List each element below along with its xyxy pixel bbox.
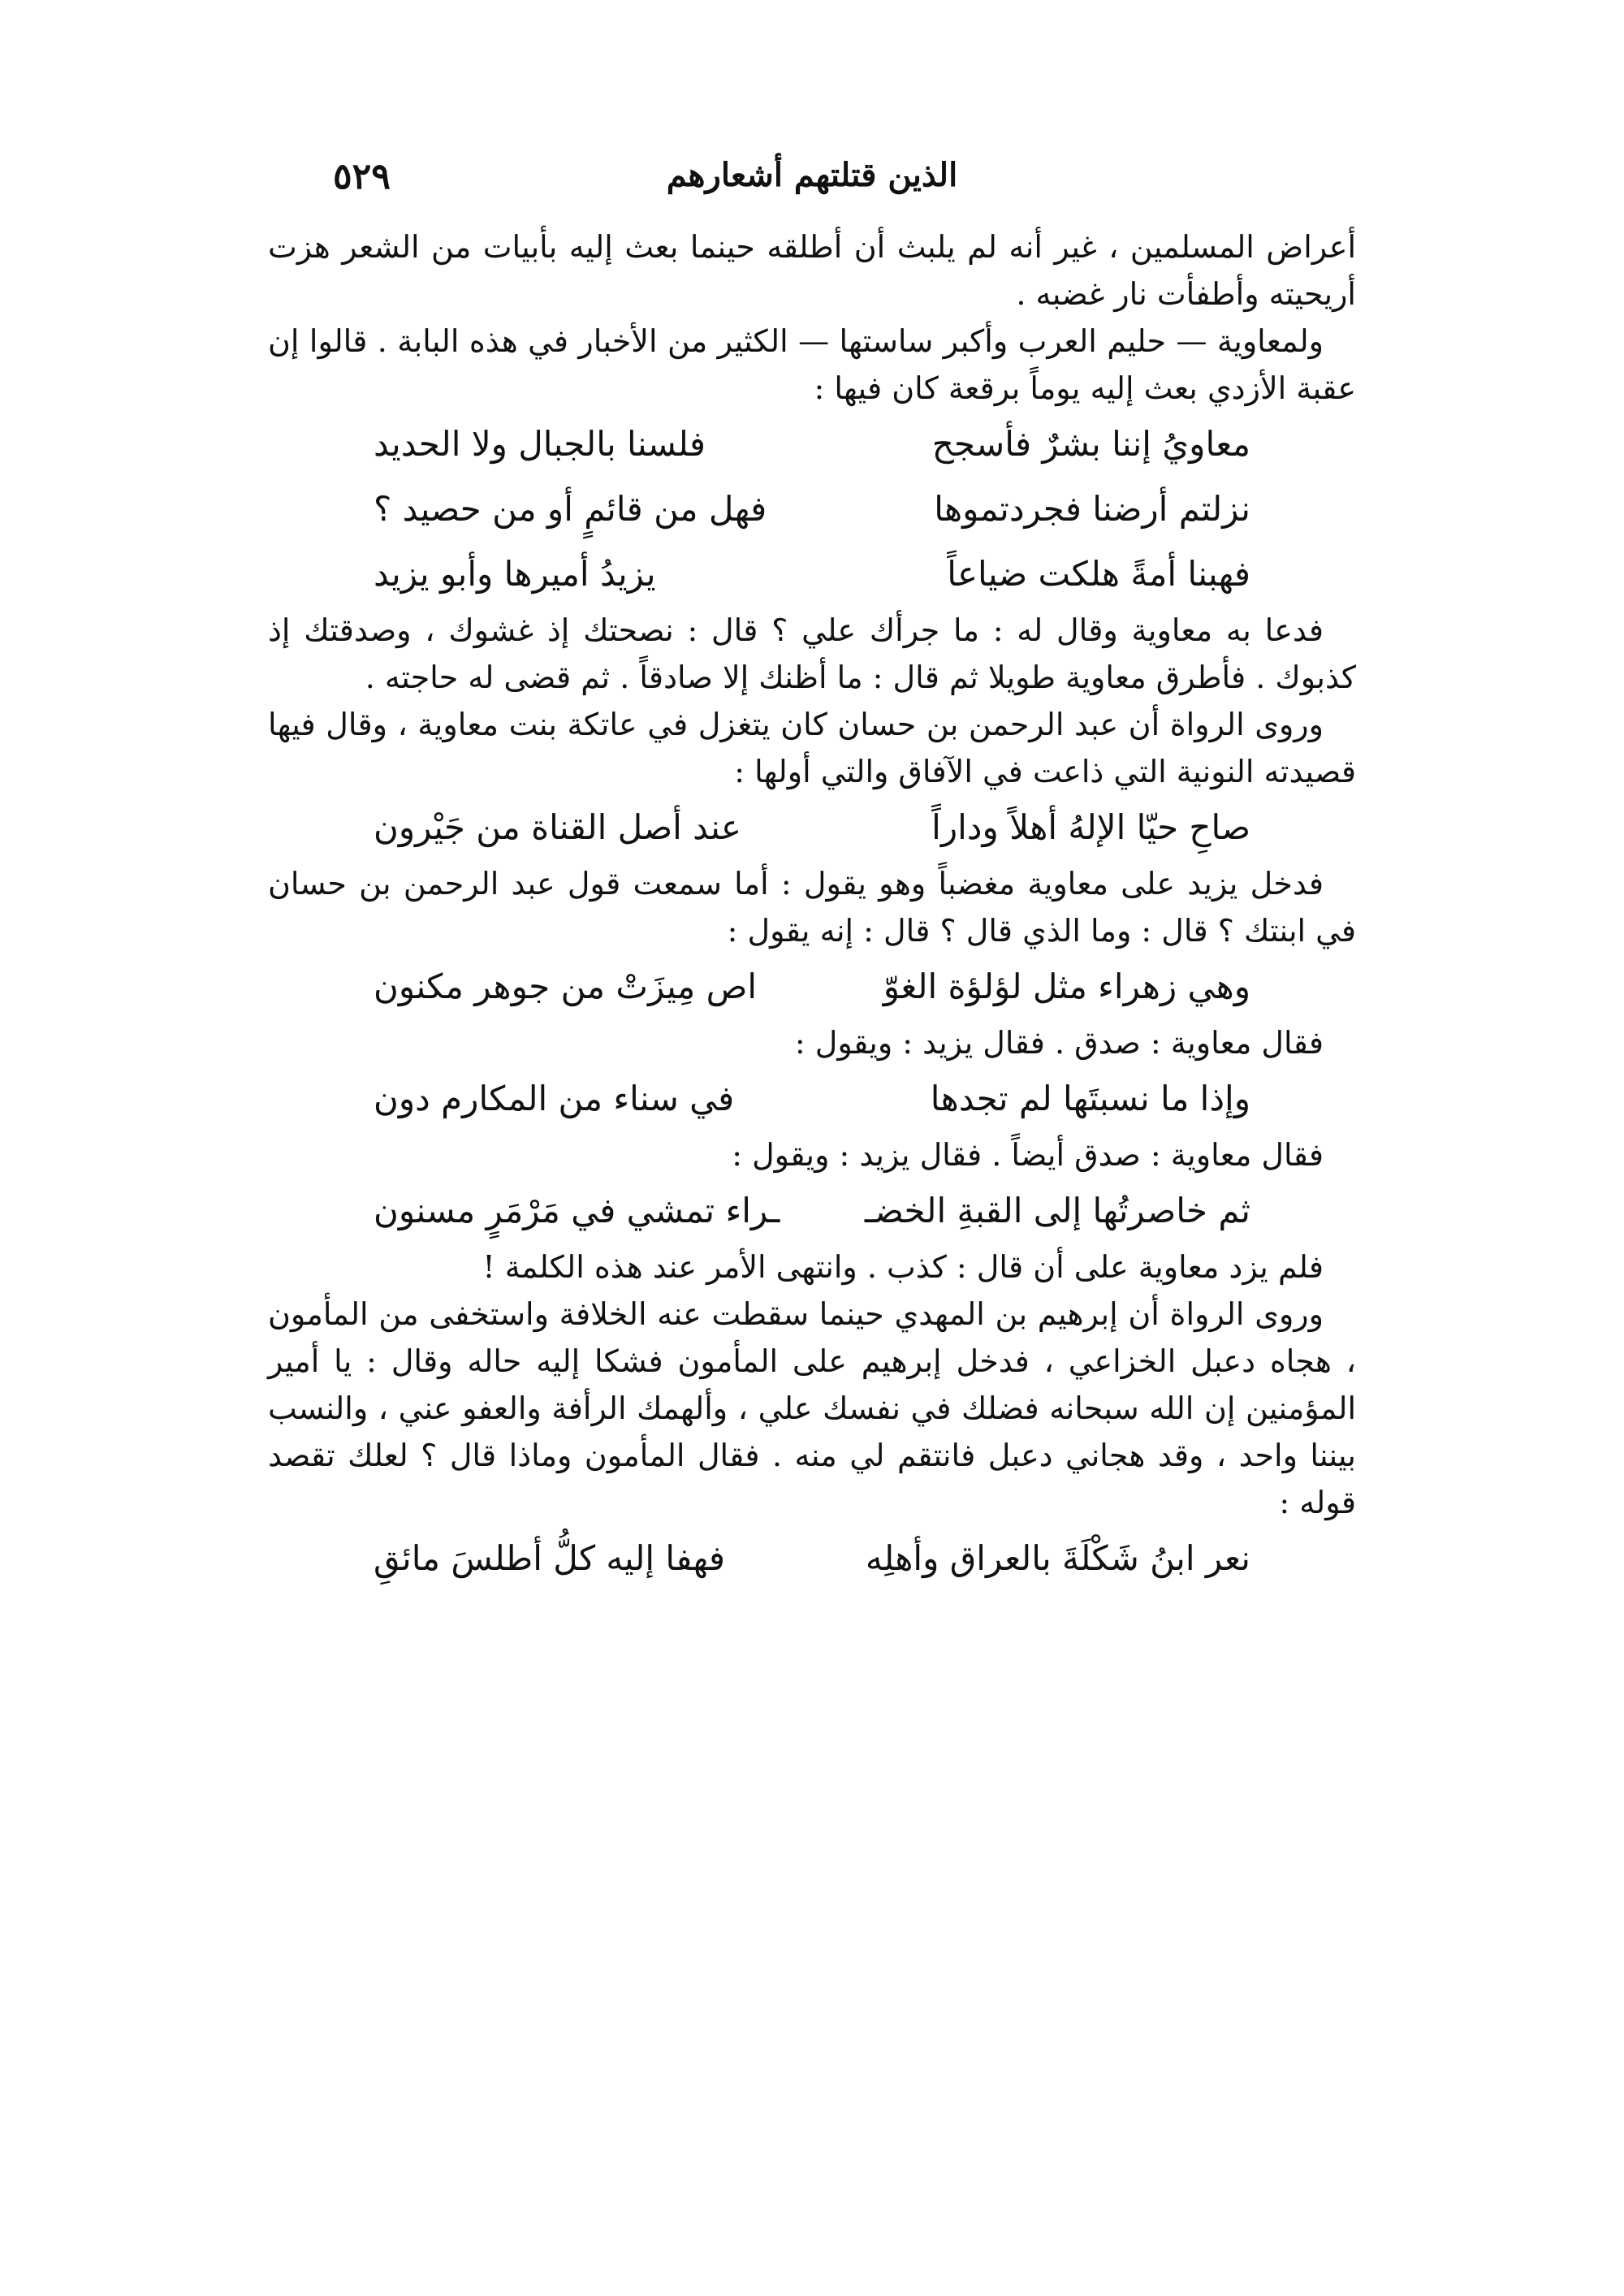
running-head [268,156,1356,213]
verse-first-hemistich: فهبنا أمةً هلكت ضياعاً [947,554,1250,594]
verse-second-hemistich: اص مِيزَتْ من جوهر مكنون [374,966,758,1006]
paragraph: وروى الرواة أن عبد الرحمن بن حسان كان يتغزل في عاتكة بنت معاوية ، وقال فيها قصيدته النونية التي ذاعت في الآفاق والتي أولها : [268,707,1356,789]
verse-line [268,954,1356,1019]
verse-second-hemistich: فلسنا بالجبال ولا الحديد [374,424,706,464]
verse-second-hemistich: في سناء من المكارم دون [374,1079,735,1118]
verse-second-hemistich: عند أصل القناة من جَيْرون [374,807,741,847]
verse-first-hemistich: نعر ابنُ شَكْلَةَ بالعراق وأهلِه [865,1538,1250,1578]
verse-first-hemistich: معاويُ إننا بشرٌ فأسجح [931,424,1250,464]
verse-line [268,412,1356,477]
verse-line [268,795,1356,860]
verse-second-hemistich: ـراء تمشي في مَرْمَرٍ مسنون [374,1191,780,1230]
paragraph: فدخل يزيد على معاوية مغضباً وهو يقول : أما سمعت قول عبد الرحمن بن حسان في ابنتك ؟ قال : وما الذي قال ؟ قال : إنه يقول : [268,866,1356,949]
verse-first-hemistich: صاحِ حيّا الإلهُ أهلاً وداراً [931,807,1250,847]
page-number: ٥٢٩ [333,156,391,197]
chapter-title: الذين قتلتهم أشعارهم [666,156,958,194]
verse-line [268,1066,1356,1131]
paragraph: ولمعاوية — حليم العرب وأكبر ساستها — الكثير من الأخبار في هذه البابة . قالوا إن عقبة الأزدي بعث إليه يوماً برقعة كان فيها : [268,323,1356,406]
page-body [268,223,1356,1591]
verse-line [268,1178,1356,1243]
verse-first-hemistich: وإذا ما نسبتَها لم تجدها [930,1079,1250,1118]
paragraph: فقال معاوية : صدق . فقال يزيد : ويقول : [794,1025,1324,1061]
verse-first-hemistich: ثم خاصرتُها إلى القبةِ الخضـ [864,1191,1250,1230]
verse-line [268,1526,1356,1591]
paragraph: وروى الرواة أن إبرهيم بن المهدي حينما سقطت عنه الخلافة واستخفى من المأمون ، هجاه دعبل الخزاعي ، فدخل إبرهيم على المأمون فشكا إليه حاله وقال : يا أمير المؤمنين إن الله سبحانه فضلك في نفسك علي ، وألهمك الرأفة والعفو عني ، والنسب بيننا واحد ، وقد هجاني دعبل فانتقم لي منه . فقال المأمون وماذا قال ؟ لعلك تقصد قوله : [268,1296,1356,1520]
verse-second-hemistich: فهل من قائمٍ أو من حصيد ؟ [374,489,767,529]
verse-second-hemistich: فهفا إليه كلُّ أطلسَ مائقِ [374,1538,725,1578]
paragraph: أعراض المسلمين ، غير أنه لم يلبث أن أطلقه حينما بعث إليه بأبيات من الشعر هزت أريحيته وأطفأت نار غضبه . [268,229,1356,312]
paragraph: فدعا به معاوية وقال له : ما جرأك علي ؟ قال : نصحتك إذ غشوك ، وصدقتك إذ كذبوك . فأطرق معاوية طويلا ثم قال : ما أظنك إلا صادقاً . ثم قضى له حاجته . [268,612,1356,695]
verse-second-hemistich: يزيدُ أميرها وأبو يزيد [374,554,656,594]
paragraph: فلم يزد معاوية على أن قال : كذب . وانتهى الأمر عند هذه الكلمة ! [482,1249,1324,1285]
paragraph: فقال معاوية : صدق أيضاً . فقال يزيد : ويقول : [732,1137,1324,1173]
verse-first-hemistich: وهي زهراء مثل لؤلؤة الغوّ [883,966,1250,1006]
verse-line [268,542,1356,607]
verse-first-hemistich: نزلتم أرضنا فجردتموها [934,489,1250,529]
verse-line [268,477,1356,542]
